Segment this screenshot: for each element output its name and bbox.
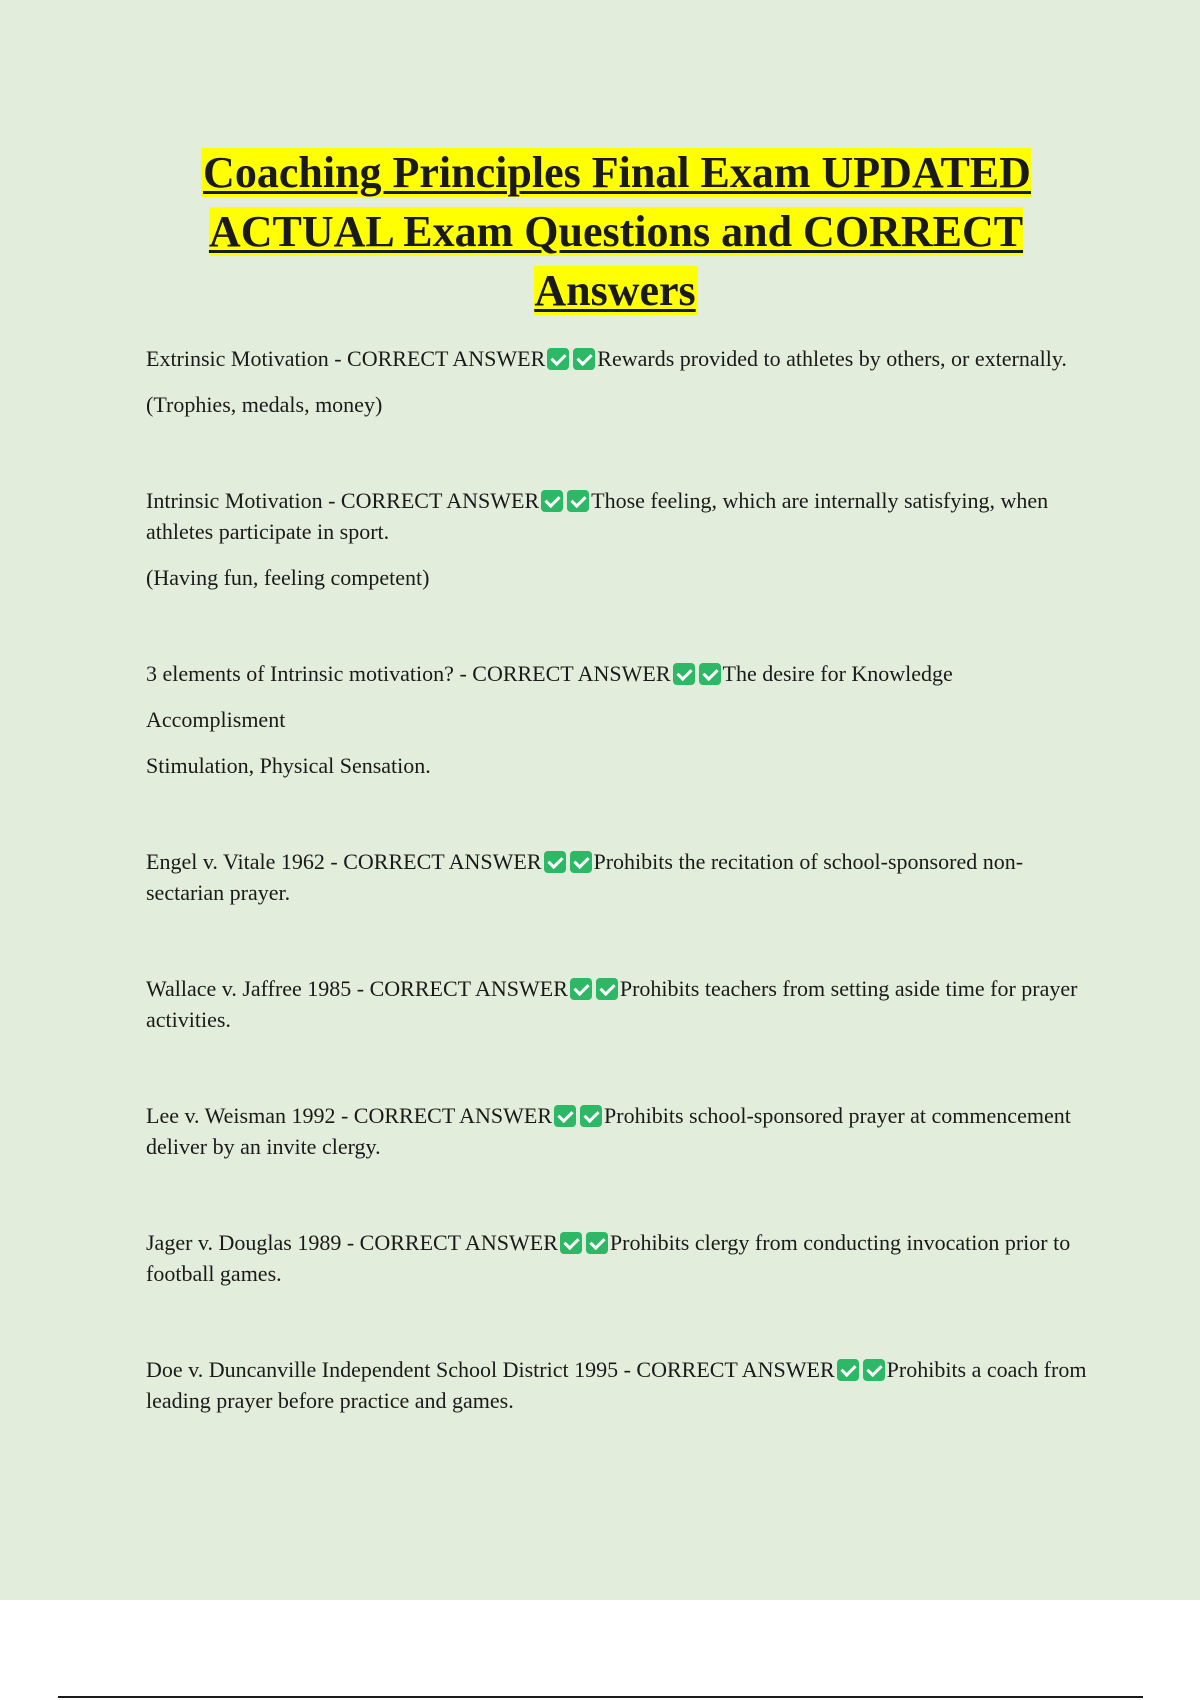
- qa-entry: [146, 658, 1091, 781]
- qa-entry: [146, 846, 1091, 908]
- question-text: Doe v. Duncanville Independent School District 1995: [146, 1357, 619, 1382]
- qa-entry: [146, 1354, 1091, 1416]
- qa-line: Engel v. Vitale 1962 - CORRECT ANSWER Prohibits the recitation of school-sponsored non-sectarian prayer.: [146, 849, 1024, 905]
- answer-detail: Accomplisment: [146, 707, 286, 732]
- document-title-text: Coaching Principles Final Exam UPDATED ACTUAL Exam Questions and CORRECT Answers: [203, 148, 1031, 315]
- answer-marker: CORRECT ANSWER: [359, 1230, 558, 1255]
- qa-entry: [146, 485, 1091, 593]
- qa-line: Doe v. Duncanville Independent School District 1995 - CORRECT ANSWER Prohibits a coach from leading prayer before practice and games.: [146, 1357, 1087, 1413]
- answer-marker: CORRECT ANSWER: [369, 976, 568, 1001]
- question-text: Jager v. Douglas 1989: [146, 1230, 342, 1255]
- answer-detail: (Trophies, medals, money): [146, 392, 383, 417]
- answer-text: Prohibits the recitation of school-sponsored non-sectarian prayer.: [146, 849, 1024, 905]
- question-text: Extrinsic Motivation: [146, 346, 329, 371]
- answer-text: Prohibits clergy from conducting invocation prior to football games.: [146, 1230, 1071, 1286]
- qa-line: Lee v. Weisman 1992 - CORRECT ANSWER Prohibits school-sponsored prayer at commencement deliver by an invite clergy.: [146, 1103, 1071, 1159]
- answer-marker: CORRECT ANSWER: [340, 488, 540, 513]
- document-title: [140, 143, 1092, 320]
- answer-text: The desire for Knowledge: [722, 661, 953, 686]
- answer-text: Prohibits school-sponsored prayer at commencement deliver by an invite clergy.: [146, 1103, 1071, 1159]
- qa-entry: [146, 343, 1091, 420]
- answer-text: Prohibits a coach from leading prayer before practice and games.: [146, 1357, 1087, 1413]
- qa-entry: [146, 1227, 1091, 1289]
- check-mark-icon: [570, 978, 592, 1000]
- question-text: Intrinsic Motivation: [146, 488, 323, 513]
- check-mark-icon: [863, 1359, 885, 1381]
- check-mark-icon: [573, 348, 595, 370]
- question-text: Wallace v. Jaffree 1985: [146, 976, 352, 1001]
- question-text: Engel v. Vitale 1962: [146, 849, 325, 874]
- title-block: [140, 143, 1092, 320]
- check-mark-icon: [570, 851, 592, 873]
- qa-entry: [146, 973, 1091, 1035]
- answer-marker: CORRECT ANSWER: [347, 346, 546, 371]
- check-mark-icon: [554, 1105, 576, 1127]
- check-mark-icon: [547, 348, 569, 370]
- qa-line: Jager v. Douglas 1989 - CORRECT ANSWER Prohibits clergy from conducting invocation prior to football games.: [146, 1230, 1071, 1286]
- check-mark-icon: [567, 490, 589, 512]
- answer-marker: CORRECT ANSWER: [636, 1357, 835, 1382]
- answer-marker: CORRECT ANSWER: [353, 1103, 553, 1128]
- answer-marker: CORRECT ANSWER: [343, 849, 542, 874]
- question-text: 3 elements of Intrinsic motivation?: [146, 661, 454, 686]
- qa-line: Intrinsic Motivation - CORRECT ANSWER Those feeling, which are internally satisfying, when athletes participate in sport.: [146, 488, 1049, 544]
- answer-marker: CORRECT ANSWER: [472, 661, 671, 686]
- qa-line: Extrinsic Motivation - CORRECT ANSWER Rewards provided to athletes by others, or externally.: [146, 346, 1067, 371]
- qa-line: 3 elements of Intrinsic motivation? - CORRECT ANSWER The desire for Knowledge: [146, 661, 953, 686]
- check-mark-icon: [699, 663, 721, 685]
- answer-detail: Stimulation, Physical Sensation.: [146, 753, 431, 778]
- check-mark-icon: [580, 1105, 602, 1127]
- check-mark-icon: [560, 1232, 582, 1254]
- answer-text: Rewards provided to athletes by others, or externally.: [597, 346, 1067, 371]
- answer-text: Prohibits teachers from setting aside time for prayer activities.: [146, 976, 1078, 1032]
- check-mark-icon: [837, 1359, 859, 1381]
- check-mark-icon: [596, 978, 618, 1000]
- answer-text: Those feeling, which are internally satisfying, when athletes participate in sport.: [146, 488, 1049, 544]
- qa-list: [146, 343, 1091, 1481]
- qa-entry: [146, 1100, 1091, 1162]
- answer-detail: (Having fun, feeling competent): [146, 565, 430, 590]
- footer-divider: [58, 1696, 1143, 1698]
- check-mark-icon: [544, 851, 566, 873]
- question-text: Lee v. Weisman 1992: [146, 1103, 336, 1128]
- check-mark-icon: [673, 663, 695, 685]
- check-mark-icon: [586, 1232, 608, 1254]
- qa-line: Wallace v. Jaffree 1985 - CORRECT ANSWER Prohibits teachers from setting aside time for prayer activities.: [146, 976, 1078, 1032]
- check-mark-icon: [541, 490, 563, 512]
